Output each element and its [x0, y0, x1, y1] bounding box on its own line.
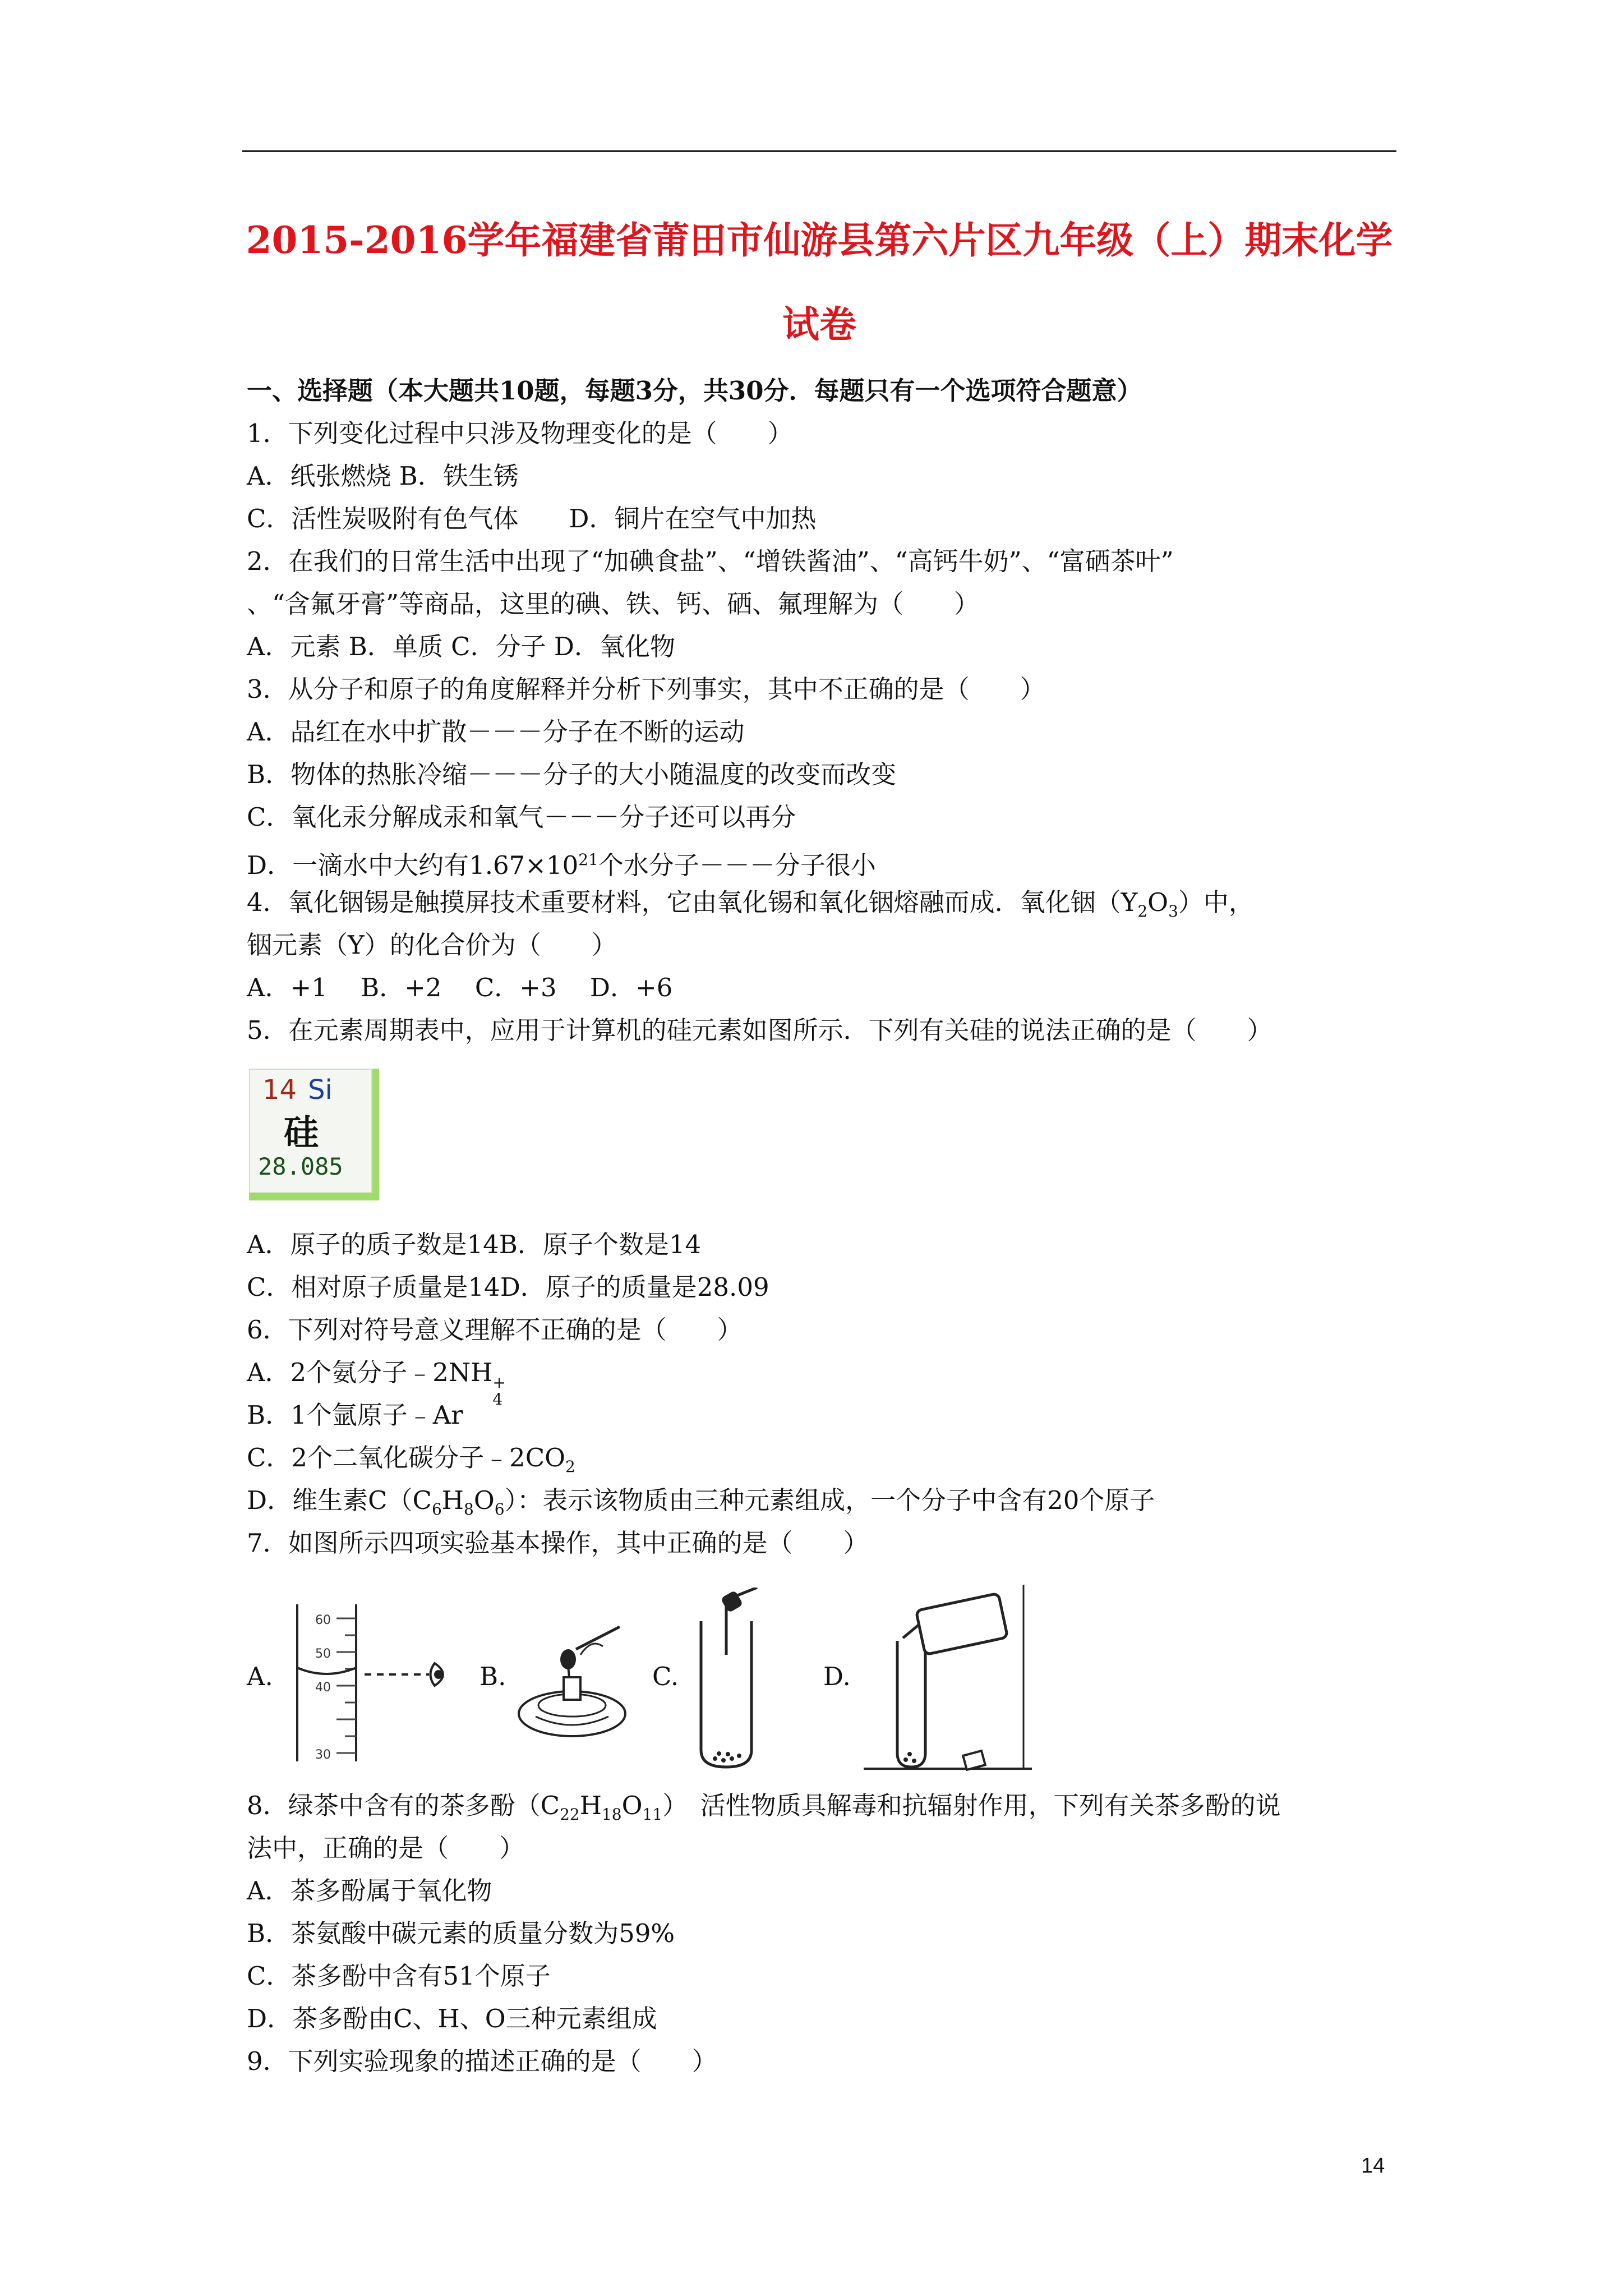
- q7-label-b: B.: [479, 1662, 506, 1691]
- silicon-element-tile: [249, 1069, 384, 1205]
- paper-title-line1: 2015-2016学年福建省莆田市仙游县第六片区九年级（上）期末化学: [246, 218, 1393, 262]
- q2-options: A．元素 B．单质 C．分子 D．氧化物: [247, 632, 675, 661]
- q6-option-a: A．2个氨分子﹣2NH + 4: [247, 1358, 506, 1409]
- cylinder-tick-30: 30: [315, 1748, 331, 1762]
- graduated-cylinder-figure: [292, 1602, 477, 1764]
- q3-option-b: B．物体的热胀冷缩－－－分子的大小随温度的改变而改变: [247, 760, 897, 789]
- q4-stem-line1: 4．氧化铟锡是触摸屏技术重要材料，它由氧化锡和氧化铟熔融而成．氧化铟$(Y_2O_3)$中，: [247, 887, 1254, 921]
- q7-stem: 7．如图所示四项实验基本操作，其中正确的是（ ）: [247, 1528, 869, 1558]
- q4-options: A．+1 B．+2 C．+3 D．+6: [247, 973, 673, 1002]
- tile-header: [262, 1074, 333, 1106]
- q3-option-d: D．一滴水中大约有$1.67\times 10^{21}$个水分子－－－分子很小: [247, 850, 876, 880]
- q8-option-b: B．茶氨酸中碳元素的质量分数为59%: [247, 1918, 675, 1948]
- cylinder-tick-60: 60: [315, 1613, 331, 1627]
- alcohol-lamp-figure: [513, 1616, 631, 1745]
- q3-option-c: C．氧化汞分解成汞和氧气－－－分子还可以再分: [247, 802, 796, 832]
- q6-option-b: B．1个氩原子﹣Ar: [247, 1400, 463, 1430]
- q8-option-d: D．茶多酚由C、H、O三种元素组成: [247, 2004, 657, 2033]
- header-rule: [242, 150, 1396, 152]
- dropper-test-tube-figure: [690, 1588, 774, 1773]
- atomic-number: 14: [262, 1074, 297, 1106]
- q6-option-c: C．2个二氧化碳分子$﹣2CO_2$: [247, 1443, 575, 1476]
- q3-option-a: A．品红在水中扩散－－－分子在不断的运动: [247, 717, 745, 747]
- q8-option-c: C．茶多酚中含有51个原子: [247, 1961, 551, 1991]
- page-number: 14: [1361, 2154, 1385, 2178]
- pouring-liquid-figure: [864, 1585, 1032, 1775]
- q5-stem: 5．在元素周期表中，应用于计算机的硅元素如图所示．下列有关硅的说法正确的是（ ）: [247, 1015, 1272, 1045]
- q5-options-ab: A．原子的质子数是14B．原子个数是14: [247, 1230, 702, 1259]
- q8-stem-line2: 法中，正确的是（ ）: [247, 1833, 525, 1863]
- q7-label-a: A.: [247, 1662, 273, 1691]
- q2-stem-line2: 、“含氟牙膏”等商品，这里的碘、铁、钙、硒、氟理解为（ ）: [247, 589, 980, 619]
- q6-option-d: D．维生素$C(C_6H_8O_6)$：表示该物质由三种元素组成，一个分子中含有20个原子: [247, 1485, 1155, 1519]
- q2-stem-line1: 2．在我们的日常生活中出现了“加碘食盐”、“增铁酱油”、“高钙牛奶”、“富硒茶叶”: [247, 546, 1174, 576]
- section-heading: 一、选择题（本大题共10题，每题3分，共30分．每题只有一个选项符合题意）: [247, 376, 1142, 406]
- q4-stem-line2: 铟元素（Y）的化合价为（ ）: [247, 930, 617, 960]
- paper-title-line2: 试卷: [782, 302, 856, 346]
- q8-stem-line1: 8．绿茶中含有的茶多酚$(C_{22}H_{18}O_{11})$ 活性物质具解毒和抗辐射作用，下列有关茶多酚的说: [247, 1791, 1281, 1824]
- tile-face: [249, 1069, 372, 1193]
- q1-options-ab: A．纸张燃烧 B．铁生锈: [247, 461, 519, 491]
- q8-option-a: A．茶多酚属于氧化物: [247, 1876, 492, 1906]
- cylinder-tick-50: 50: [315, 1647, 331, 1661]
- q3-stem: 3．从分子和原子的角度解释并分析下列事实，其中不正确的是（ ）: [247, 674, 1045, 704]
- q9-stem: 9．下列实验现象的描述正确的是（ ）: [247, 2046, 717, 2076]
- q7-label-d: D.: [823, 1662, 851, 1691]
- q7-label-c: C.: [652, 1662, 679, 1691]
- q1-options-cd: C．活性炭吸附有色气体 D．铜片在空气中加热: [247, 504, 817, 533]
- atomic-mass: 28.085: [258, 1153, 343, 1180]
- cylinder-tick-40: 40: [315, 1681, 331, 1695]
- q6-stem: 6．下列对符号意义理解不正确的是（ ）: [247, 1315, 743, 1345]
- element-name: 硅: [284, 1112, 319, 1153]
- q5-options-cd: C．相对原子质量是14D．原子的质量是28.09: [247, 1272, 769, 1302]
- q1-stem: 1．下列变化过程中只涉及物理变化的是（ ）: [247, 418, 793, 448]
- element-symbol: Si: [308, 1074, 333, 1106]
